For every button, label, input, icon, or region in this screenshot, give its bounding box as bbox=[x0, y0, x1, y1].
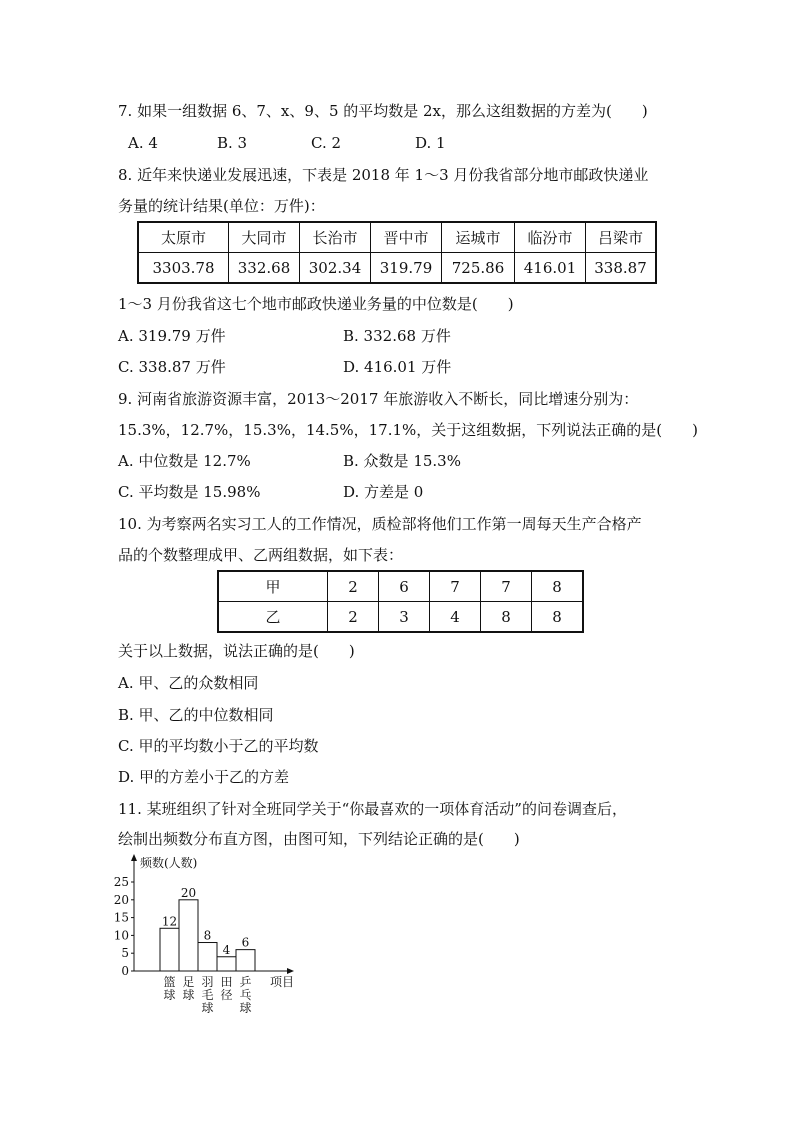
q8-option-d: D. 416.01 万件 bbox=[343, 358, 452, 376]
histogram-bar bbox=[179, 900, 198, 971]
q10-option-d: D. 甲的方差小于乙的方差 bbox=[118, 768, 290, 786]
histogram-bar bbox=[217, 957, 236, 971]
q10-row-label: 乙 bbox=[218, 602, 328, 633]
bar-value-label: 6 bbox=[241, 935, 250, 950]
bar-value-label: 12 bbox=[161, 914, 178, 929]
q8-option-a: A. 319.79 万件 bbox=[118, 327, 226, 345]
q10-cell: 3 bbox=[379, 602, 430, 633]
q10-row-label: 甲 bbox=[218, 571, 328, 602]
x-axis-label: 项目 bbox=[270, 975, 295, 989]
histogram-bar bbox=[236, 950, 255, 971]
q8-table bbox=[137, 221, 657, 284]
q8-value-cell: 319.79 bbox=[371, 253, 442, 284]
q7-option-b: B. 3 bbox=[217, 134, 248, 152]
q8-header-cell: 大同市 bbox=[229, 222, 300, 253]
category-label-char: 足 bbox=[182, 975, 195, 989]
y-axis-label: 频数(人数) bbox=[140, 856, 198, 870]
q10-table-row-yi bbox=[218, 602, 583, 633]
q7-option-d: D. 1 bbox=[415, 134, 446, 152]
q8-option-c: C. 338.87 万件 bbox=[118, 358, 226, 376]
category-label-char: 球 bbox=[201, 1001, 214, 1015]
q8-table-header-row bbox=[138, 222, 656, 253]
q10-cell: 7 bbox=[430, 571, 481, 602]
category-label-char: 球 bbox=[239, 1001, 252, 1015]
q10-stem-line1: 10. 为考察两名实习工人的工作情况，质检部将他们工作第一周每天生产合格产 bbox=[118, 515, 642, 533]
category-label-char: 毛 bbox=[201, 988, 214, 1002]
bar-value-label: 8 bbox=[203, 928, 212, 943]
q9-option-c: C. 平均数是 15.98% bbox=[118, 483, 261, 501]
y-tick-label: 20 bbox=[113, 892, 129, 907]
y-axis-arrow bbox=[131, 854, 137, 861]
q7-stem: 7. 如果一组数据 6、7、x、9、5 的平均数是 2x，那么这组数据的方差为( ) bbox=[118, 102, 648, 120]
q8-value-cell: 3303.78 bbox=[138, 253, 229, 284]
x-axis-arrow bbox=[287, 968, 294, 974]
y-tick-label: 15 bbox=[113, 910, 129, 925]
q10-cell: 8 bbox=[532, 571, 584, 602]
bar-value-label: 20 bbox=[180, 885, 197, 900]
q8-header-cell: 晋中市 bbox=[371, 222, 442, 253]
q10-table bbox=[217, 570, 584, 633]
q10-question: 关于以上数据，说法正确的是( ) bbox=[118, 642, 355, 660]
q8-value-cell: 302.34 bbox=[300, 253, 371, 284]
category-label-char: 径 bbox=[220, 988, 233, 1002]
y-tick-label: 5 bbox=[121, 946, 129, 961]
q10-stem-line2: 品的个数整理成甲、乙两组数据，如下表： bbox=[118, 546, 404, 564]
category-label-char: 球 bbox=[163, 988, 176, 1002]
q10-cell: 8 bbox=[532, 602, 584, 633]
q11-stem-line2: 绘制出频数分布直方图，由图可知，下列结论正确的是( ) bbox=[118, 830, 520, 848]
q10-cell: 2 bbox=[328, 571, 379, 602]
category-label-char: 羽 bbox=[201, 975, 214, 989]
q8-header-cell: 吕梁市 bbox=[586, 222, 657, 253]
category-label-char: 乓 bbox=[239, 988, 252, 1002]
q10-cell: 4 bbox=[430, 602, 481, 633]
q10-table-row-jia bbox=[218, 571, 583, 602]
q8-header-cell: 临汾市 bbox=[515, 222, 586, 253]
q10-option-c: C. 甲的平均数小于乙的平均数 bbox=[118, 737, 319, 755]
q9-stem-line1: 9. 河南省旅游资源丰富，2013～2017 年旅游收入不断长，同比增速分别为： bbox=[118, 390, 639, 408]
q10-cell: 6 bbox=[379, 571, 430, 602]
y-tick-label: 25 bbox=[113, 875, 129, 889]
q8-header-cell: 太原市 bbox=[138, 222, 229, 253]
q10-cell: 7 bbox=[481, 571, 532, 602]
histogram-bar bbox=[160, 928, 179, 971]
q8-stem-line1: 8. 近年来快递业发展迅速，下表是 2018 年 1～3 月份我省部分地市邮政快递业 bbox=[118, 166, 649, 184]
q9-option-b: B. 众数是 15.3% bbox=[343, 452, 461, 470]
q11-stem-line1: 11. 某班组织了针对全班同学关于“你最喜欢的一项体育活动”的问卷调查后， bbox=[118, 800, 627, 818]
bar-value-label: 4 bbox=[222, 942, 231, 957]
y-tick-label: 0 bbox=[121, 964, 129, 978]
q10-cell: 2 bbox=[328, 602, 379, 633]
frequency-histogram bbox=[110, 852, 310, 1022]
y-tick-label: 10 bbox=[113, 928, 129, 943]
q7-option-c: C. 2 bbox=[311, 134, 342, 152]
q9-option-a: A. 中位数是 12.7% bbox=[118, 452, 251, 470]
q10-cell: 8 bbox=[481, 602, 532, 633]
category-label-char: 球 bbox=[182, 988, 195, 1002]
q8-table-value-row bbox=[138, 253, 656, 284]
histogram-bar bbox=[198, 943, 217, 971]
q8-stem-line2: 务量的统计结果(单位：万件)： bbox=[118, 197, 325, 215]
q8-question: 1～3 月份我省这七个地市邮政快递业务量的中位数是( ) bbox=[118, 295, 514, 313]
q8-option-b: B. 332.68 万件 bbox=[343, 327, 451, 345]
q9-option-d: D. 方差是 0 bbox=[343, 483, 424, 501]
category-label-char: 田 bbox=[220, 975, 233, 989]
q10-option-b: B. 甲、乙的中位数相同 bbox=[118, 706, 274, 724]
q8-value-cell: 338.87 bbox=[586, 253, 657, 284]
q8-header-cell: 长治市 bbox=[300, 222, 371, 253]
q8-header-cell: 运城市 bbox=[442, 222, 515, 253]
q8-value-cell: 725.86 bbox=[442, 253, 515, 284]
q9-stem-line2: 15.3%，12.7%，15.3%，14.5%，17.1%，关于这组数据，下列说法正确的是( ) bbox=[118, 421, 698, 439]
category-label-char: 篮 bbox=[163, 975, 176, 989]
q8-value-cell: 416.01 bbox=[515, 253, 586, 284]
q8-value-cell: 332.68 bbox=[229, 253, 300, 284]
category-label-char: 乒 bbox=[239, 975, 252, 989]
q10-option-a: A. 甲、乙的众数相同 bbox=[118, 674, 259, 692]
q7-option-a: A. 4 bbox=[128, 134, 158, 152]
